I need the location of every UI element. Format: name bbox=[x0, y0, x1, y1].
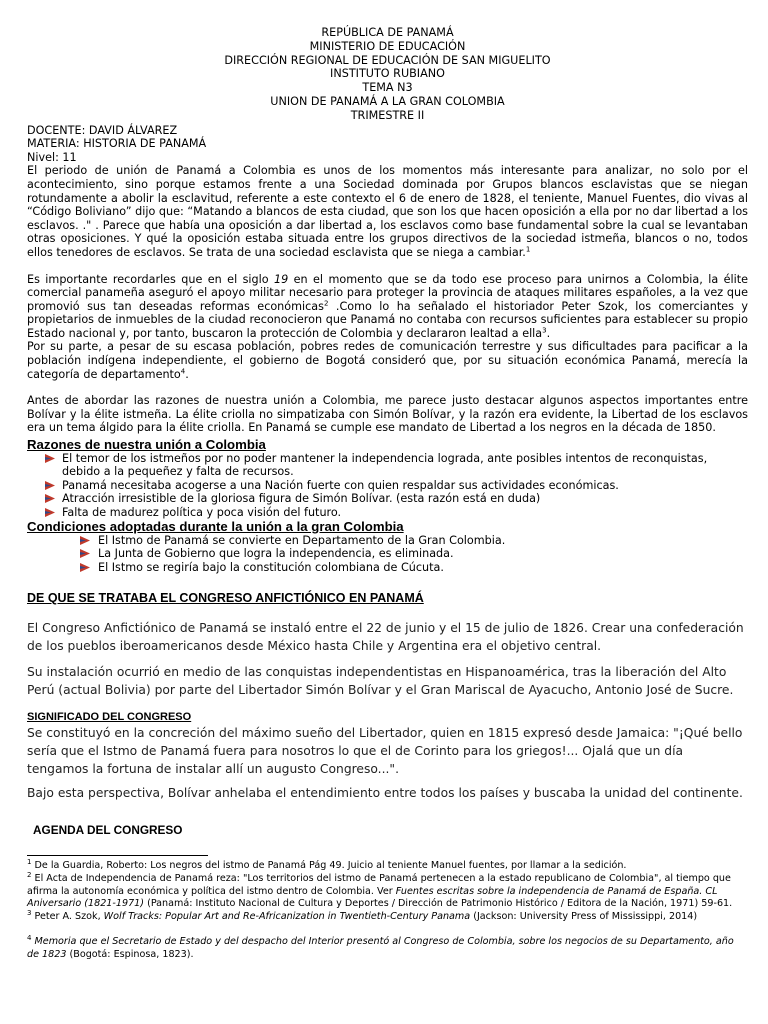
paragraph-text: .Como lo ha señalado el historiador Peter Szok, los comerciantes y propietarios de inmuebles de la ciudad reconocieron que Panamá no contaba con recursos suficientes para establecer su propio Estado nacional y, por tanto, buscaron la protección de Colombia y declararon lealtad a ella bbox=[27, 299, 748, 340]
header-line: TRIMESTRE II bbox=[350, 108, 425, 122]
paragraph-text: . bbox=[546, 326, 551, 340]
paragraph-bolivar: Antes de abordar las razones de nuestra unión a Colombia, me parece justo destacar algunos aspectos importantes entre Bolívar y la élite istmeña. La élite criolla no simpatizaba con Simón Bolívar, y la razón era evidente, la Libertad de los esclavos era un tema álgido para la élite criolla. En Panamá se cumple ese mandato de Libertad a los negros en la década de 1850. bbox=[27, 394, 748, 435]
header-line: INSTITUTO RUBIANO bbox=[330, 67, 445, 81]
arrow-bullet-icon bbox=[45, 494, 55, 503]
paragraph-text: . bbox=[185, 367, 189, 381]
congreso-paragraph: Su instalación ocurrió en medio de las conquistas independentistas en Hispanoamérica, tras la liberación del Alto Perú (actual Bolivia) por parte del Libertador Simón Bolívar y el Gran Mariscal de Ayacucho, Antonio José de Sucre. bbox=[27, 665, 734, 698]
razones-heading bbox=[27, 438, 748, 452]
nivel-label: Nivel: 11 bbox=[27, 150, 77, 164]
list-item-text: El Istmo se regiría bajo la constitución colombiana de Cúcuta. bbox=[98, 560, 444, 574]
footnote-ref[interactable]: 3 bbox=[542, 326, 547, 335]
list-item-text: La Junta de Gobierno que logra la independencia, es eliminada. bbox=[98, 547, 454, 561]
significado-heading: SIGNIFICADO DEL CONGRESO bbox=[27, 711, 192, 724]
list-item bbox=[27, 506, 748, 519]
footnote-title: Fuentes escritas sobre la independencia de Panamá de España. CL Aniversario (1821-1971) bbox=[27, 885, 718, 910]
footnote bbox=[27, 860, 748, 873]
document-header bbox=[27, 26, 748, 123]
footnote-number: 4 bbox=[27, 933, 32, 942]
footnote-ref[interactable]: 4 bbox=[180, 366, 186, 375]
footnote-ref[interactable]: 1 bbox=[525, 245, 531, 254]
agenda-heading: AGENDA DEL CONGRESO bbox=[33, 823, 183, 838]
arrow-bullet-icon bbox=[45, 481, 55, 490]
list-item bbox=[27, 479, 748, 492]
header-line: DIRECCIÓN REGIONAL DE EDUCACIÓN DE SAN MIGUELITO bbox=[224, 53, 551, 67]
paragraph-text: Es importante recordarles que en el siglo bbox=[27, 272, 274, 286]
razones-list bbox=[27, 452, 748, 519]
document-meta bbox=[27, 124, 748, 165]
footnote bbox=[27, 908, 748, 924]
footnote-text: (Jackson: University Press of Mississippi, 2014) bbox=[470, 911, 698, 923]
congreso-heading: DE QUE SE TRATABA EL CONGRESO ANFICTIÓNICO EN PANAMÁ bbox=[27, 591, 424, 606]
list-item bbox=[27, 534, 748, 547]
footnote-number: 3 bbox=[27, 908, 32, 917]
arrow-bullet-icon bbox=[80, 549, 90, 558]
list-item-text: Falta de madurez política y poca visión del futuro. bbox=[62, 505, 342, 519]
footnote bbox=[27, 870, 748, 911]
footnote-text: (Bogotá: Espinosa, 1823). bbox=[66, 948, 194, 960]
materia-label: MATERIA: HISTORIA DE PANAMÁ bbox=[27, 137, 207, 151]
header-line: TEMA N3 bbox=[362, 81, 413, 95]
header-line: MINISTERIO DE EDUCACIÓN bbox=[309, 39, 466, 53]
list-item bbox=[27, 561, 748, 574]
document-page bbox=[27, 26, 748, 961]
footnote-number: 1 bbox=[27, 858, 32, 867]
arrow-bullet-icon bbox=[80, 563, 90, 572]
list-item bbox=[27, 547, 748, 560]
paragraph-text: en el momento que se da todo ese proceso para unirnos a Colombia, la élite comercial panameña aseguró el apoyo militar necesario para proteger la provincia de ataques militares españoles, a la vez que promovió sus tan deseadas reformas económicas bbox=[27, 272, 748, 313]
paragraph-text: Por su parte, a pesar de su escasa población, pobres redes de comunicación terrestre y sus dificultades para pacificar a la población indígena independiente, el gobierno de Bogotá consideró que, por su situación económica Panamá, merecía la categoría de departamento bbox=[27, 340, 748, 381]
paragraph-intro bbox=[27, 164, 748, 259]
condiciones-list bbox=[27, 534, 748, 574]
significado-paragraph: Se constituyó en la concreción del máximo sueño del Libertador, quien en 1815 expresó desde Jamaica: "¡Qué bello sería que el Istmo de Panamá fuera para nosotros lo que el de Corinto para los griegos!... Ojalá que un día tengamos la fortuna de instalar allí un augusto Congreso...". bbox=[27, 726, 743, 777]
list-item-text: Panamá necesitaba acogerse a una Nación fuerte con quien respaldar sus actividades económicas. bbox=[62, 478, 619, 492]
footnotes bbox=[27, 860, 748, 961]
century-number: 19 bbox=[274, 272, 289, 286]
condiciones-title: Condiciones adoptadas durante la unión a la gran Colombia bbox=[27, 519, 404, 535]
footnote-separator bbox=[27, 855, 208, 856]
footnote-text: Peter A. Szok, bbox=[31, 911, 104, 923]
list-item-text: El Istmo de Panamá se convierte en Departamento de la Gran Colombia. bbox=[98, 534, 506, 548]
congreso-paragraph: El Congreso Anfictiónico de Panamá se instaló entre el 22 de junio y el 15 de julio de 1826. Crear una confederación de los pueblos iberoamericanos desde México hasta Chile y Argentina era el objetivo central. bbox=[27, 621, 744, 654]
arrow-bullet-icon bbox=[80, 536, 90, 545]
arrow-bullet-icon bbox=[45, 454, 55, 463]
header-title: UNION DE PANAMÁ A LA GRAN COLOMBIA bbox=[270, 94, 505, 108]
footnote-text: (Panamá: Instituto Nacional de Cultura y Deportes / Dirección de Patrimonio Histórico / Editora de la Nación, 1971) 59-61. bbox=[144, 898, 733, 910]
footnote-number: 2 bbox=[27, 870, 32, 879]
list-item-text: El temor de los istmeños por no poder mantener la independencia lograda, ante posibles intentos de reconquistas, debido a la pequeñez y falta de recursos. bbox=[62, 452, 708, 479]
paragraph-bogota bbox=[27, 340, 748, 381]
footnote-title: Wolf Tracks: Popular Art and Re-Africanization in Twentieth-Century Panama bbox=[103, 911, 471, 923]
docente-label: DOCENTE: DAVID ÁLVAREZ bbox=[27, 123, 178, 137]
header-line: REPÚBLICA DE PANAMÁ bbox=[321, 26, 454, 39]
arrow-bullet-icon bbox=[45, 508, 55, 517]
footnote-text: De la Guardia, Roberto: Los negros del istmo de Panamá Pág 49. Juicio al teniente Manuel fuentes, por llamar a la sedición. bbox=[31, 860, 627, 872]
list-item bbox=[27, 452, 748, 479]
paragraph-elite bbox=[27, 273, 748, 341]
paragraph-text: El periodo de unión de Panamá a Colombia es unos de los momentos más interesante para analizar, no solo por el acontecimiento, sino porque estamos frente a una Sociedad dominada por Grupos blancos esclavistas que se niegan rotundamente a abolir la esclavitud, referente a este contexto el 6 de enero de 1828, el teniente, Manuel Fuentes, dio vivas al “Código Boliviano” dijo que: “Matando a blancos de esta ciudad, que son los que hacen oposición a ella por no dar libertad a los esclavos. ." . Parece que había una oposición a dar libertad a, los esclavos como base fundamental sobre la cual se levantaban otras oposiciones. Y qué la oposición estaba situada entre los grupos directivos de la sociedad istmeña, blancos o no, todos ellos tenedores de esclavos. Se trata de una sociedad esclavista que se niega a cambiar. bbox=[27, 164, 748, 259]
footnote bbox=[27, 933, 748, 961]
razones-title: Razones de nuestra unión a Colombia bbox=[27, 437, 266, 453]
footnote-title: Memoria que el Secretario de Estado y del despacho del Interior presentó al Congreso de Colombia, sobre los negocios de su Departamento, año de 1823 bbox=[27, 935, 734, 960]
perspectiva-paragraph: Bajo esta perspectiva, Bolívar anhelaba el entendimiento entre todos los países y buscaba la unidad del continente. bbox=[27, 786, 743, 801]
list-item-text: Atracción irresistible de la gloriosa figura de Simón Bolívar. (esta razón está en duda) bbox=[62, 492, 541, 506]
footnote-text: El Acta de Independencia de Panamá reza: "Los territorios del istmo de Panamá pertenecen a la estado republicano de Colombia", al tiempo que afirma la autonomía económica y política del istmo dentro de Colombia. Ver bbox=[27, 873, 731, 897]
list-item bbox=[27, 492, 748, 505]
condiciones-heading bbox=[27, 520, 748, 534]
footnote-ref[interactable]: 2 bbox=[323, 298, 329, 307]
